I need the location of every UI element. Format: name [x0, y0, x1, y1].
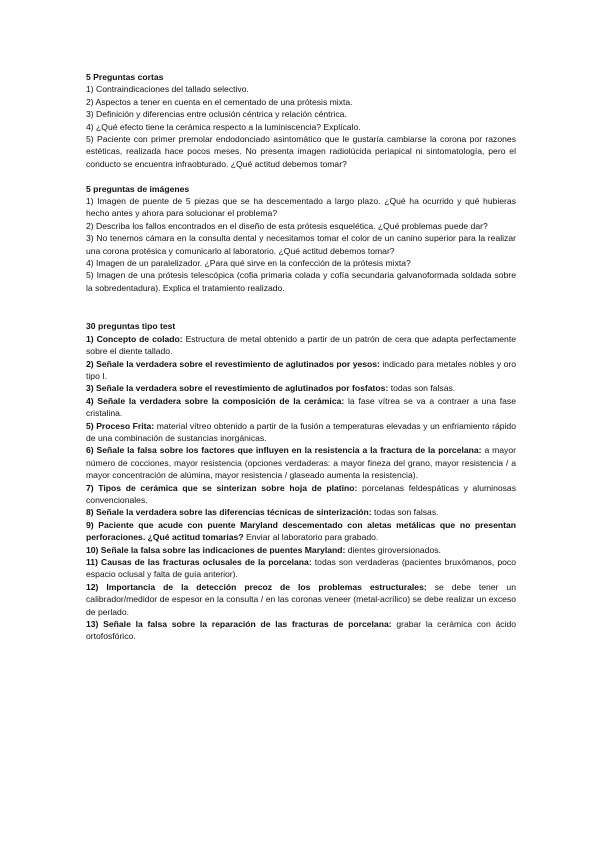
- test-question: [86, 618, 516, 643]
- test-question-text: 13) Señale la falsa sobre la reparación de las fracturas de porcelana:: [86, 619, 392, 630]
- test-question: [86, 482, 516, 507]
- test-answer-text: porcelanas feldespáticas y aluminosas convencionales.: [86, 482, 516, 505]
- test-question-text: 2) Señale la verdadera sobre el revestimiento de aglutinados por yesos:: [86, 358, 380, 369]
- image-questions-title: 5 preguntas de imágenes: [86, 183, 190, 194]
- test-question: [86, 581, 516, 618]
- short-questions-title: 5 Preguntas cortas: [86, 72, 164, 82]
- test-question: [86, 544, 516, 556]
- test-question-text: 12) Importancia de la detección precoz de los problemas estructurales:: [86, 581, 427, 592]
- image-question: 2) Describa los fallos encontrados en el diseño de esta prótesis esquelética. ¿Qué problemas puede dar?: [86, 220, 488, 231]
- test-answer-text: Enviar al laboratorio para grabado.: [243, 532, 379, 543]
- test-question-text: 3) Señale la verdadera sobre el revestimiento de aglutinados por fosfatos:: [86, 383, 389, 394]
- test-question: [86, 382, 516, 394]
- test-question: [86, 506, 516, 518]
- test-question-text: 11) Causas de las fracturas oclusales de la porcelana:: [86, 557, 312, 568]
- test-question-text: 4) Señale la verdadera sobre la composición de la cerámica:: [86, 395, 345, 406]
- test-question-text: 5) Proceso Frita:: [86, 420, 155, 431]
- short-question: 5) Paciente con primer premolar endodonciado asintomático que le gustaría cambiarse la corona por razones estéticas, realizada hace pocos meses. No presenta imagen radiolúcida periapical ni sintomatología, pero el conducto se encuentra infraobturado. ¿Qué actitud debemos tomar?: [86, 134, 516, 169]
- short-question: 3) Definición y diferencias entre oclusión céntrica y relación céntrica.: [86, 109, 347, 120]
- test-question: [86, 556, 516, 581]
- test-question-text: 10) Señale la falsa sobre las indicaciones de puentes Maryland:: [86, 544, 346, 555]
- test-question: [86, 420, 516, 445]
- image-question: 5) Imagen de una prótesis telescópica (cofia primaria colada y cofía secundaria galvanoformada soldada sobre la sobredentadura). Explica el tratamiento realizado.: [86, 270, 516, 293]
- test-question-text: 7) Tipos de cerámica que se sinterizan sobre hoja de platino:: [86, 482, 358, 493]
- test-answer-text: a mayor número de cocciones, mayor resistencia (opciones verdaderas: a mayor fineza del grano, mayor resistencia / a mayor concentración de alúmina, mayor resistencia / glaseado aumenta la resistencia).: [86, 445, 516, 481]
- image-question: 3) No tenemos cámara en la consulta dental y necesitamos tomar el color de un canino superior para la realizar una corona protésica y comunicarlo al laboratorio. ¿Qué actitud debemos tomar?: [86, 233, 516, 256]
- test-questions-title: 30 preguntas tipo test: [86, 321, 176, 332]
- test-answer-text: se debe tener un calibrador/medidor de espesor en la consulta / en las coronas veneer (metal-acrílico) se debe realizar un exceso de perlado.: [86, 581, 516, 617]
- test-question: [86, 395, 516, 420]
- image-question: 4) Imagen de un paralelizador. ¿Para qué sirve en la confección de la prótesis mixta?: [86, 258, 411, 269]
- test-question-text: 1) Concepto de colado:: [86, 333, 183, 344]
- test-question-text: 9) Paciente que acude con puente Maryland descementado con aletas metálicas que no presentan perforaciones. ¿Qué actitud tomarías?: [86, 519, 516, 543]
- test-question: [86, 519, 516, 544]
- test-answer-text: todas son falsas.: [371, 507, 439, 518]
- test-answer-text: todas son falsas.: [388, 383, 456, 394]
- test-question-text: 6) Señale la falsa sobre los factores que influyen en la resistencia a la fractura de la porcelana:: [86, 445, 482, 456]
- test-answer-text: todas son verdaderas (pacientes bruxómanos, poco espacio oclusal y falta de guía anterior).: [86, 557, 516, 580]
- short-question: 1) Contraindicaciones del tallado selectivo.: [86, 84, 249, 95]
- test-question: [86, 444, 516, 481]
- test-answer-text: la fase vítrea se va a contraer a una fase cristalina.: [86, 395, 516, 419]
- test-answer-text: indicado para metales nobles y oro tipo I.: [86, 358, 517, 381]
- test-question: [86, 358, 516, 383]
- test-answer-text: material vítreo obtenido a partir de la fusión a temperaturas elevadas y un enfriamiento rápido de una combinación de sustancias inorgánicas.: [86, 420, 516, 443]
- test-question-text: 8) Señale la verdadera sobre las diferencias técnicas de sinterización:: [86, 507, 372, 518]
- short-question: 2) Aspectos a tener en cuenta en el cementado de una prótesis mixta.: [86, 96, 353, 107]
- image-question: 1) Imagen de puente de 5 piezas que se ha descementado a largo plazo. ¿Qué ha ocurrido y qué hubieras hecho antes y ahora para solucionar el problema?: [86, 196, 516, 219]
- test-answer-text: dientes giroversionados.: [345, 544, 441, 555]
- document-page: [86, 71, 516, 643]
- test-question: [86, 333, 516, 358]
- test-answer-text: Estructura de metal obtenido a partir de un patrón de cera que adapta perfectamente sobre el diente tallado.: [86, 333, 516, 357]
- short-question: 4) ¿Qué efecto tiene la cerámica respecto a la luminiscencia? Explícalo.: [86, 121, 361, 132]
- test-answer-text: grabar la cerámica con ácido ortofosfórico.: [86, 619, 516, 642]
